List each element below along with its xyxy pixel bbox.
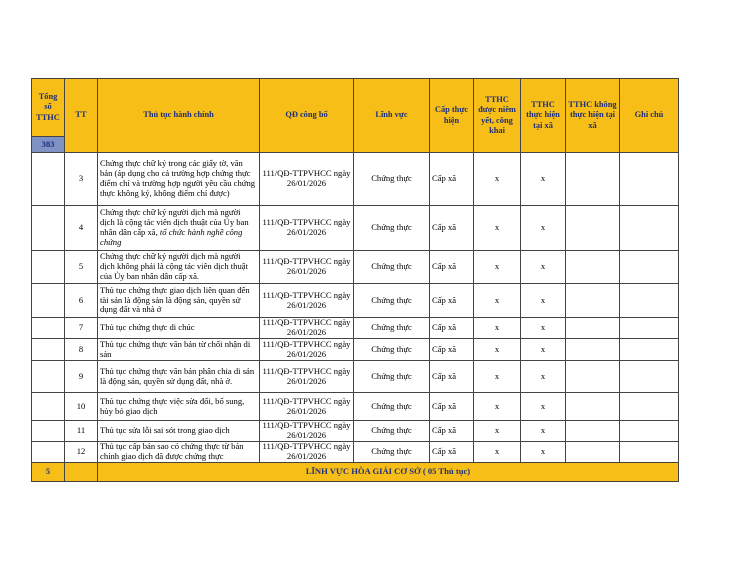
header-published: TTHC được niêm yết, công khai xyxy=(474,79,521,153)
header-level: Cấp thực hiện xyxy=(430,79,474,153)
row-procedure: Thủ tục chứng thực việc sửa đổi, bổ sung, hủy bỏ giao dịch xyxy=(98,393,260,421)
row-field: Chứng thực xyxy=(354,153,430,206)
row-procedure: Chứng thực chữ ký người dịch mà người dịch không phải là cộng tác viên dịch thuật của Ủy ban nhân dân cấp xã. xyxy=(98,251,260,284)
row-published: x xyxy=(474,318,521,339)
row-field: Chứng thực xyxy=(354,284,430,318)
header-row xyxy=(32,79,679,137)
row-field: Chứng thực xyxy=(354,251,430,284)
row-level: Cấp xã xyxy=(430,339,474,361)
row-decision: 111/QĐ-TTPVHCC ngày 26/01/2026 xyxy=(260,284,354,318)
row-tt: 7 xyxy=(65,318,98,339)
row-published: x xyxy=(474,339,521,361)
row-procedure: Chứng thực chữ ký người dịch mà người dịch là cộng tác viên dịch thuật của Ủy ban nhân dân cấp xã, tổ chức hành nghề công chứng xyxy=(98,206,260,251)
row-decision: 111/QĐ-TTPVHCC ngày 26/01/2026 xyxy=(260,441,354,462)
row-level: Cấp xã xyxy=(430,393,474,421)
row-field: Chứng thực xyxy=(354,318,430,339)
header-tt: TT xyxy=(65,79,98,153)
row-procedure: Thủ tục chứng thực giao dịch liên quan đến tài sản là động sản là động sản, quyền sử dụng đất và nhà ở xyxy=(98,284,260,318)
row-published: x xyxy=(474,441,521,462)
table-row xyxy=(32,421,679,442)
header-at-commune: TTHC thực hiện tại xã xyxy=(521,79,566,153)
row-published: x xyxy=(474,284,521,318)
row-tt: 8 xyxy=(65,339,98,361)
row-published: x xyxy=(474,421,521,442)
row-tt: 9 xyxy=(65,361,98,393)
row-tt: 5 xyxy=(65,251,98,284)
row-at-commune: x xyxy=(521,206,566,251)
row-at-commune: x xyxy=(521,318,566,339)
row-at-commune: x xyxy=(521,421,566,442)
row-level: Cấp xã xyxy=(430,441,474,462)
header-note: Ghi chú xyxy=(620,79,679,153)
row-at-commune: x xyxy=(521,251,566,284)
row-published: x xyxy=(474,251,521,284)
row-level: Cấp xã xyxy=(430,318,474,339)
row-procedure: Thủ tục chứng thực văn bản từ chối nhận di sản xyxy=(98,339,260,361)
row-procedure: Chứng thực chữ ký trong các giấy tờ, văn bản (áp dụng cho cả trường hợp chứng thực điểm chỉ và trường hợp người yêu cầu chứng thực không ký, không điểm chỉ được) xyxy=(98,153,260,206)
table-row xyxy=(32,284,679,318)
row-published: x xyxy=(474,361,521,393)
row-decision: 111/QĐ-TTPVHCC ngày 26/01/2026 xyxy=(260,251,354,284)
row-published: x xyxy=(474,393,521,421)
row-decision: 111/QĐ-TTPVHCC ngày 26/01/2026 xyxy=(260,361,354,393)
row-at-commune: x xyxy=(521,153,566,206)
row-field: Chứng thực xyxy=(354,206,430,251)
header-decision: QĐ công bố xyxy=(260,79,354,153)
row-field: Chứng thực xyxy=(354,361,430,393)
row-decision: 111/QĐ-TTPVHCC ngày 26/01/2026 xyxy=(260,318,354,339)
header-field: Lĩnh vực xyxy=(354,79,430,153)
row-procedure: Thủ tục cấp bản sao có chứng thực từ bản chính giao dịch đã được chứng thực xyxy=(98,441,260,462)
table-row xyxy=(32,441,679,462)
row-tt: 3 xyxy=(65,153,98,206)
total-count: 383 xyxy=(32,137,65,153)
row-at-commune: x xyxy=(521,284,566,318)
row-field: Chứng thực xyxy=(354,441,430,462)
row-tt: 4 xyxy=(65,206,98,251)
row-field: Chứng thực xyxy=(354,339,430,361)
header-not-at-commune: TTHC không thực hiện tại xã xyxy=(566,79,620,153)
row-at-commune: x xyxy=(521,339,566,361)
row-tt: 11 xyxy=(65,421,98,442)
row-level: Cấp xã xyxy=(430,421,474,442)
row-tt: 6 xyxy=(65,284,98,318)
row-at-commune: x xyxy=(521,361,566,393)
procedures-table xyxy=(31,78,679,482)
row-at-commune: x xyxy=(521,393,566,421)
row-level: Cấp xã xyxy=(430,153,474,206)
header-total: Tổng số TTHC xyxy=(32,79,65,137)
table-row xyxy=(32,361,679,393)
row-decision: 111/QĐ-TTPVHCC ngày 26/01/2026 xyxy=(260,421,354,442)
row-level: Cấp xã xyxy=(430,206,474,251)
row-decision: 111/QĐ-TTPVHCC ngày 26/01/2026 xyxy=(260,339,354,361)
row-procedure: Thủ tục sửa lỗi sai sót trong giao dịch xyxy=(98,421,260,442)
row-tt: 12 xyxy=(65,441,98,462)
row-decision: 111/QĐ-TTPVHCC ngày 26/01/2026 xyxy=(260,393,354,421)
row-procedure: Thủ tục chứng thực văn bản phân chia di sản là động sản, quyền sử dụng đất, nhà ở. xyxy=(98,361,260,393)
table-row xyxy=(32,339,679,361)
row-field: Chứng thực xyxy=(354,393,430,421)
table-row xyxy=(32,206,679,251)
row-decision: 111/QĐ-TTPVHCC ngày 26/01/2026 xyxy=(260,206,354,251)
row-procedure: Thủ tục chứng thực di chúc xyxy=(98,318,260,339)
section-title: LĨNH VỰC HÒA GIẢI CƠ SỞ ( 05 Thủ tục) xyxy=(98,462,679,481)
section-number: 5 xyxy=(32,462,65,481)
table-row xyxy=(32,318,679,339)
section-row xyxy=(32,462,679,481)
row-level: Cấp xã xyxy=(430,251,474,284)
table-row xyxy=(32,153,679,206)
row-decision: 111/QĐ-TTPVHCC ngày 26/01/2026 xyxy=(260,153,354,206)
row-procedure-italic: tổ chức hành nghề công chứng xyxy=(100,227,243,247)
table-row xyxy=(32,393,679,421)
row-published: x xyxy=(474,153,521,206)
row-level: Cấp xã xyxy=(430,361,474,393)
row-published: x xyxy=(474,206,521,251)
row-tt: 10 xyxy=(65,393,98,421)
row-at-commune: x xyxy=(521,441,566,462)
row-level: Cấp xã xyxy=(430,284,474,318)
header-procedure: Thủ tục hành chính xyxy=(98,79,260,153)
row-field: Chứng thực xyxy=(354,421,430,442)
table-row xyxy=(32,251,679,284)
